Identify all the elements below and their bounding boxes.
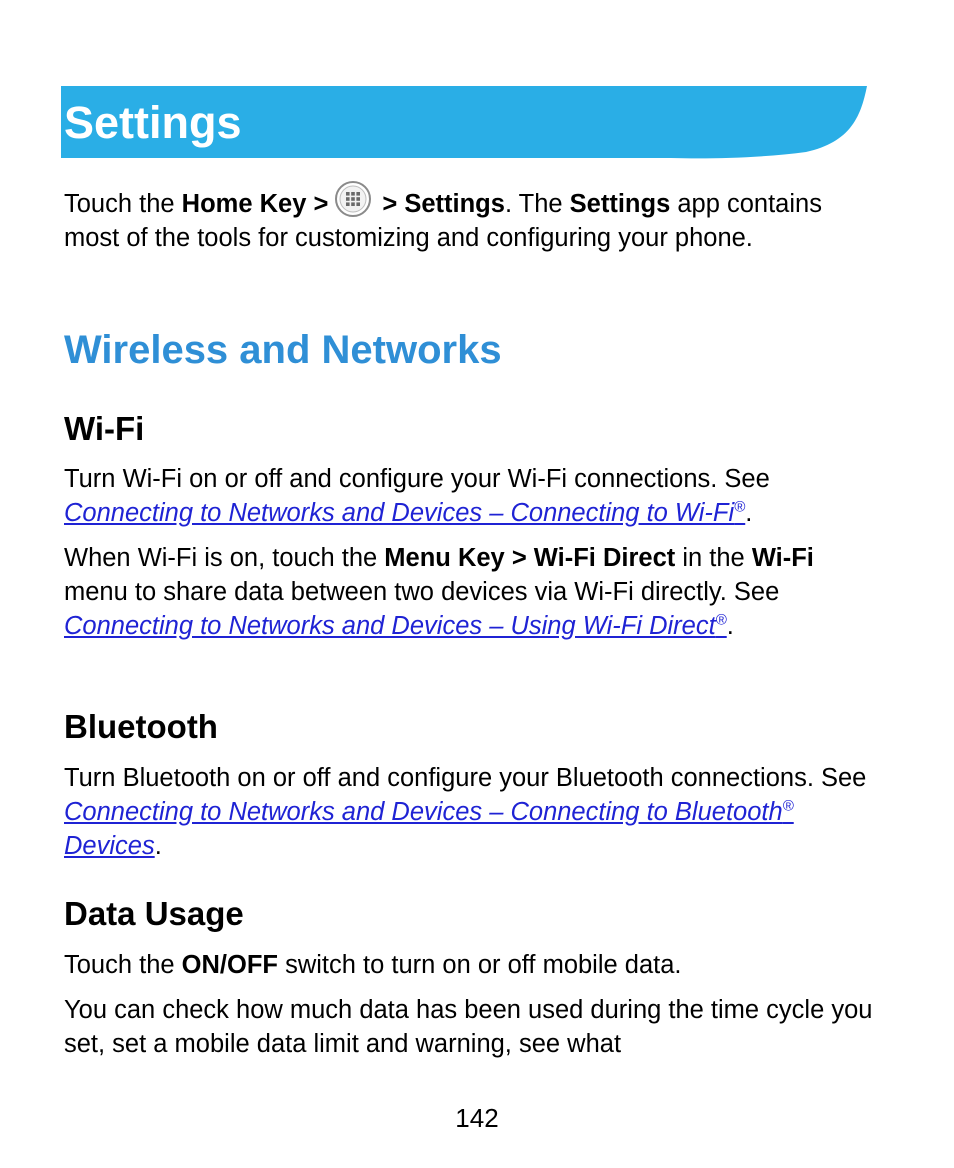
- wifi-heading: Wi-Fi: [64, 410, 145, 447]
- data-usage-heading: Data Usage: [64, 895, 244, 932]
- intro-paragraph: Touch the Home Key > > Settings. The Settings app contains most of the tools for customizing and configuring your phone.: [64, 180, 884, 255]
- bluetooth-heading: Bluetooth: [64, 708, 218, 745]
- data-usage-paragraph-1: Touch the ON/OFF switch to turn on or off mobile data.: [64, 951, 682, 979]
- page-title: Settings: [64, 97, 242, 148]
- apps-grid-icon: [334, 180, 372, 218]
- wifi-paragraph-1: Turn Wi-Fi on or off and configure your Wi-Fi connections. See Connecting to Networks and Devices – Connecting to Wi-Fi®.: [64, 465, 770, 527]
- wifi-paragraph-2: When Wi-Fi is on, touch the Menu Key > Wi-Fi Direct in the Wi-Fi menu to share data between two devices via Wi-Fi directly. See Connecting to Networks and Devices – Using Wi-Fi Direct®.: [64, 544, 814, 640]
- bluetooth-paragraph: Turn Bluetooth on or off and configure your Bluetooth connections. See Connecting to Networks and Devices – Connecting to Bluetooth® Devices.: [64, 764, 867, 860]
- bluetooth-connect-link[interactable]: Connecting to Networks and Devices – Connecting to Bluetooth® Devices: [64, 797, 794, 860]
- data-usage-paragraph-2: You can check how much data has been used during the time cycle you set, set a mobile data limit and warning, see what: [64, 996, 873, 1058]
- wifi-direct-link[interactable]: Connecting to Networks and Devices – Using Wi-Fi Direct®: [64, 611, 727, 640]
- page-number: 142: [455, 1103, 499, 1133]
- title-banner: [61, 86, 867, 160]
- wifi-connect-link[interactable]: Connecting to Networks and Devices – Connecting to Wi-Fi®: [64, 498, 746, 527]
- section-heading: Wireless and Networks: [64, 328, 502, 372]
